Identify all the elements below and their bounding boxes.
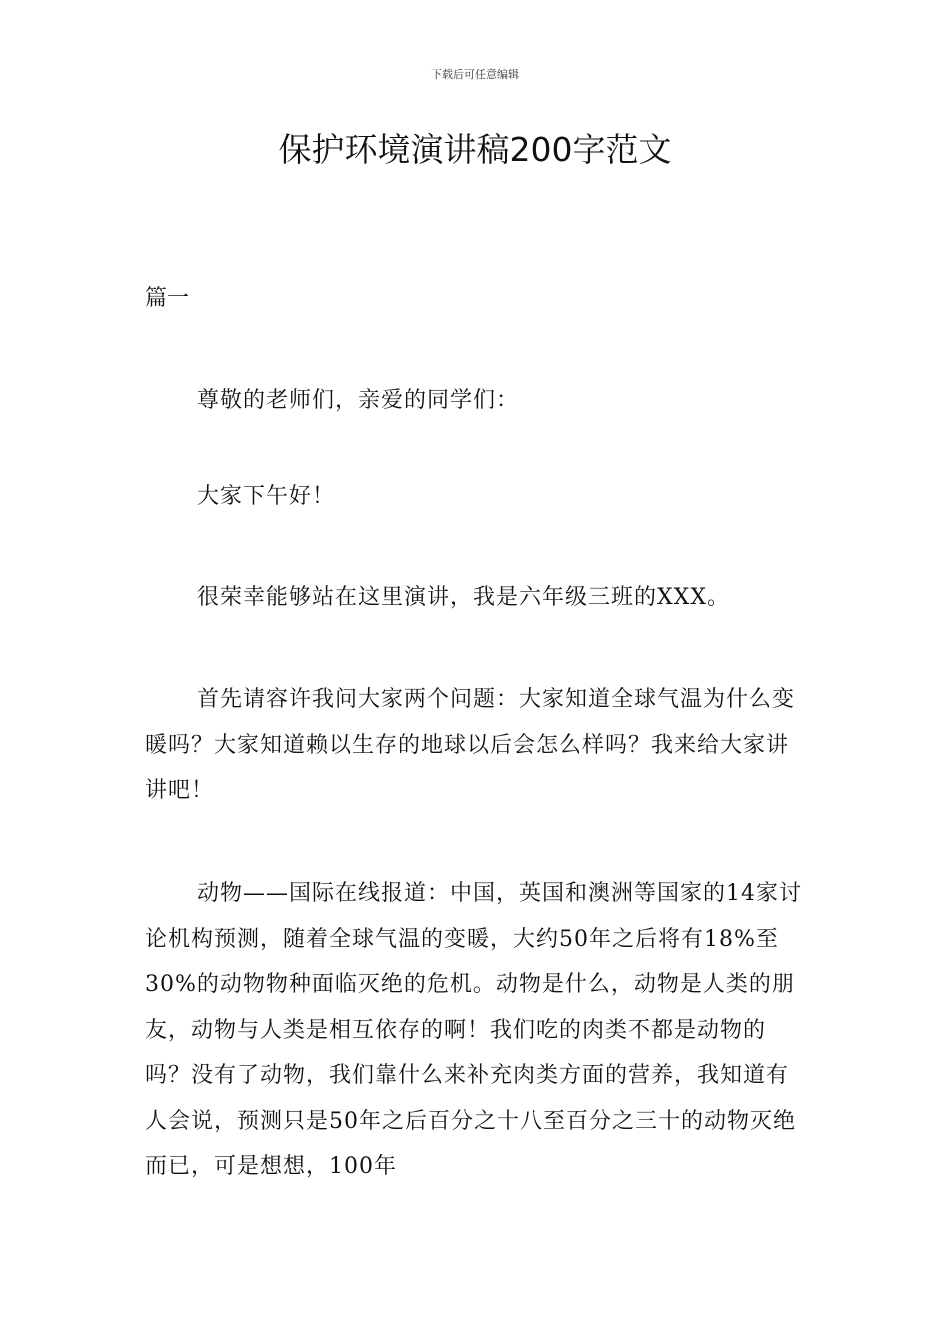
document-title: 保护环境演讲稿200字范文 (278, 130, 672, 169)
section-label: 篇一 (145, 286, 190, 311)
header-note: 下载后可任意编辑 (431, 68, 519, 81)
paragraph-good-afternoon: 大家下午好！ (197, 484, 336, 509)
paragraph-introduction: 很荣幸能够站在这里演讲，我是六年级三班的XXX。 (197, 585, 730, 610)
paragraph-greeting: 尊敬的老师们，亲爱的同学们： (197, 388, 520, 413)
paragraph-questions: 首先请容许我问大家两个问题：大家知道全球气温为什么变暖吗？大家知道赖以生存的地球以后会怎么样吗？我来给大家讲讲吧！ (145, 687, 796, 803)
paragraph-animals: 动物——国际在线报道：中国，英国和澳洲等国家的14家讨论机构预测，随着全球气温的变暖，大约50年之后将有18%至30%的动物物种面临灭绝的危机。动物是什么，动物是人类的朋友，动物与人类是相互依存的啊！我们吃的肉类不都是动物的吗？没有了动物，我们靠什么来补充肉类方面的营养，我知道有人会说，预测只是50年之后百分之十八至百分之三十的动物灭绝而已，可是想想，100年 (145, 881, 802, 1179)
